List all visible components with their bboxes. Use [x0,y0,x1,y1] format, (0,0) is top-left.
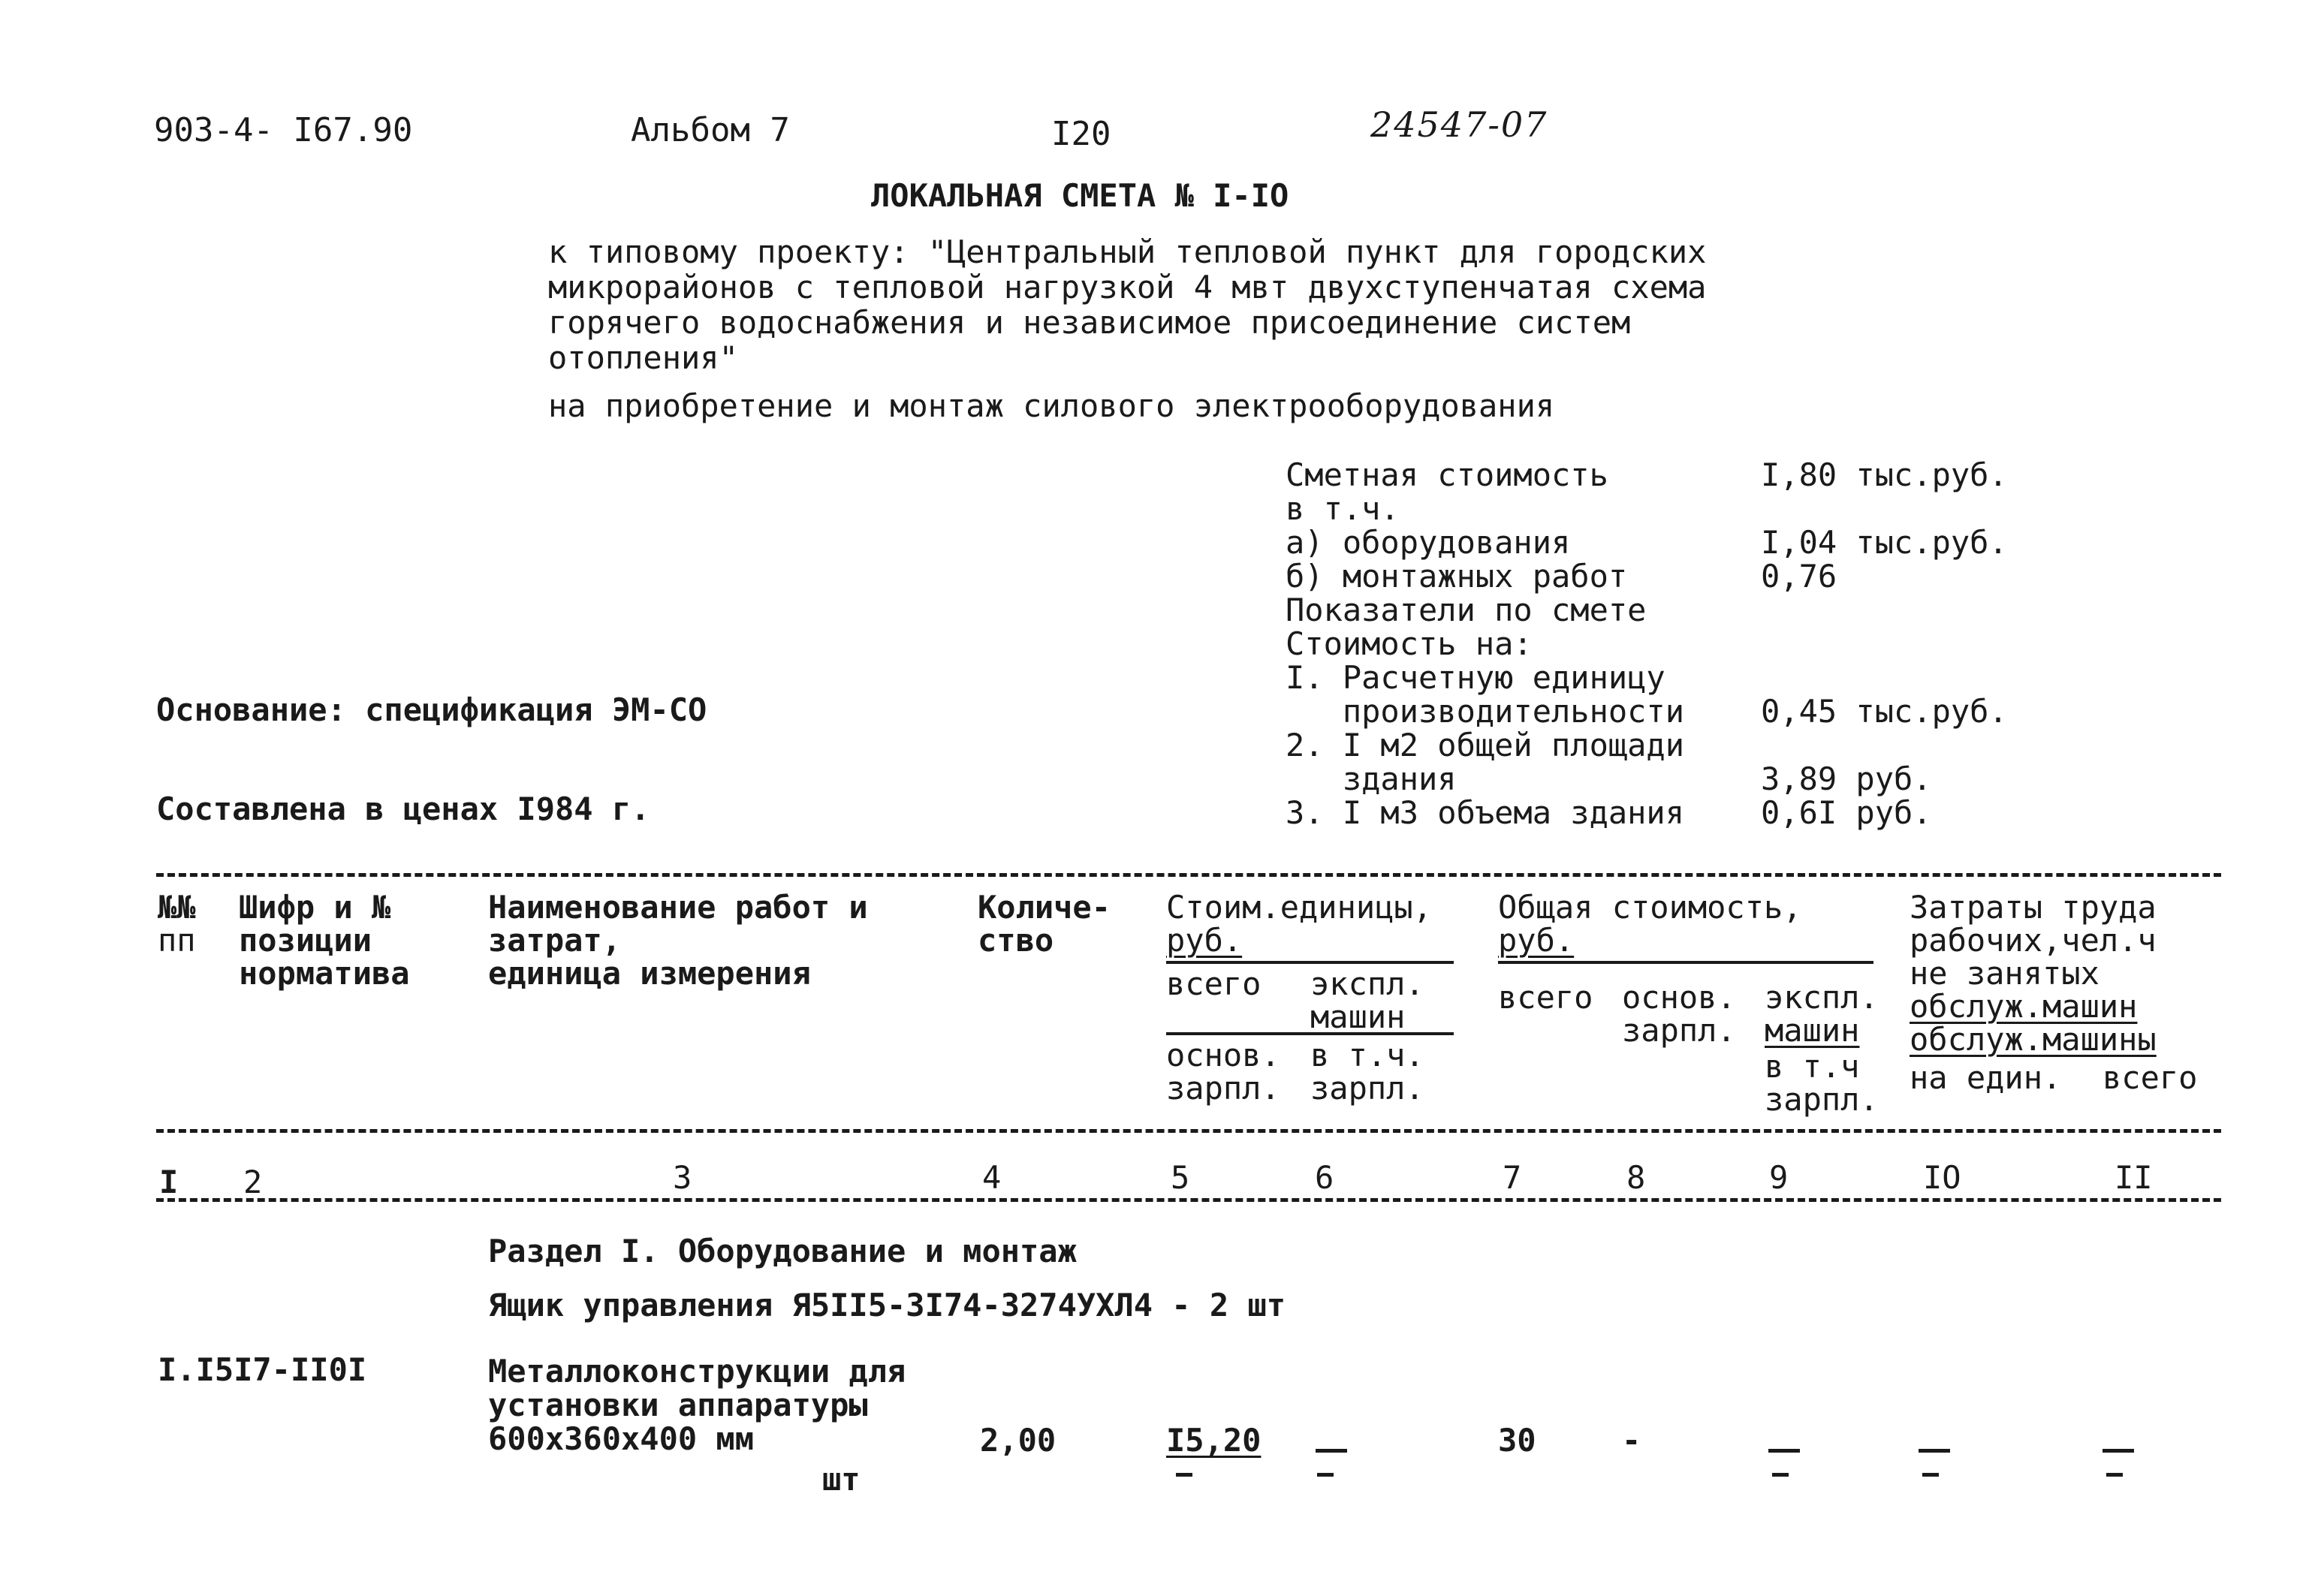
row-name-line: Металлоконструкции для [488,1353,906,1390]
column-number: 8 [1622,1162,1650,1194]
col-name-header: затрат, [488,922,622,959]
labor-total-header: всего [2103,1059,2198,1096]
unit-split-rule [1166,1032,1454,1035]
summary-value: 0,45 тыс.руб. [1761,693,2008,730]
empty-cell-mark [2103,1449,2134,1453]
page-number: I20 [1051,115,1111,153]
col-name-header: единица измерения [488,955,811,992]
col-code-header: Шифр и № [239,889,391,926]
empty-cell-mark [1922,1473,1939,1477]
empty-cell-mark [1768,1449,1800,1453]
total-machines-header: машин [1765,1012,1860,1049]
summary-label: производительности [1286,693,1685,730]
total-cost-title: Общая стоимость, [1498,889,1802,926]
summary-value: I,80 тыс.руб. [1761,456,2008,493]
table-top-rule [156,873,2221,877]
column-number-rule [156,1198,2221,1202]
handwritten-stamp-number: 24547-07 [1370,104,1548,145]
row-total-salary: - [1622,1422,1641,1459]
unit-cost-currency: руб. [1166,922,1243,959]
summary-label: Показатели по смете [1286,592,1647,628]
header-bottom-rule [156,1129,2221,1133]
total-total-header: всего [1498,979,1593,1016]
row-unit: шт [822,1461,861,1498]
summary-label: 3. I м3 объема здания [1286,794,1685,831]
column-number: 4 [978,1162,1005,1194]
empty-cell-mark [2106,1473,2123,1477]
summary-value: 3,89 руб. [1761,760,1932,797]
column-number: 3 [668,1162,696,1194]
col-code-header: позиции [239,922,372,959]
empty-cell-mark [1317,1473,1334,1477]
unit-incl-salary-header: в т.ч. [1310,1037,1424,1074]
col-quantity-header: ство [978,922,1054,959]
total-salary-header: зарпл. [1622,1012,1736,1049]
row-quantity: 2,00 [980,1422,1057,1459]
labor-per-unit-header: на един. [1910,1059,2062,1096]
col-name-header: Наименование работ и [488,889,868,926]
summary-value: 0,6I руб. [1761,794,1932,831]
total-machines-header: экспл. [1765,979,1879,1016]
total-incl-salary-header: в т.ч [1765,1048,1860,1085]
summary-label: Стоимость на: [1286,625,1533,662]
column-number: 9 [1765,1162,1792,1194]
row-code: I.I5I7-II0I [158,1351,367,1388]
project-line: отопления" [548,339,738,376]
project-line: микрорайонов с тепловой нагрузкой 4 мвт двухступенчатая схема [548,269,1707,306]
row-total: 30 [1498,1422,1536,1459]
labor-header: не занятых [1910,955,2100,992]
summary-label: в т.ч. [1286,490,1400,527]
summary-label: 2. I м2 общей площади [1286,727,1685,763]
section-title: Раздел I. Оборудование и монтаж [488,1233,1077,1269]
purpose-line: на приобретение и монтаж силового электрооборудования [548,387,1555,424]
column-number: I [159,1167,182,1198]
labor-header: рабочих,чел.ч [1910,922,2157,959]
column-number: II [2110,1162,2157,1194]
summary-value: I,04 тыс.руб. [1761,524,2008,561]
project-line: к типовому проекту: "Центральный тепловой пункт для городских [548,233,1707,270]
unit-salary-header: основ. [1166,1037,1280,1074]
empty-cell-mark [1176,1473,1192,1477]
total-cost-currency: руб. [1498,922,1575,959]
unit-machines-header: машин [1310,998,1406,1035]
empty-cell-mark [1772,1473,1789,1477]
document-code: 903-4- I67.90 [154,111,413,149]
column-number: 5 [1166,1162,1194,1194]
row-unit-cost: I5,20 [1166,1422,1262,1459]
labor-service-header: обслуж.машины [1910,1021,2157,1058]
col-quantity-header: Количе- [978,889,1111,926]
unit-machines-header: экспл. [1310,965,1424,1002]
column-number: IO [1919,1162,1966,1194]
row-name-line: 600х360х400 мм [488,1420,755,1457]
column-number: 7 [1498,1162,1526,1194]
total-salary-header: основ. [1622,979,1736,1016]
total-cost-rule [1498,961,1873,964]
col-number-header: №№ [158,889,196,926]
unit-cost-title: Стоим.единицы, [1166,889,1433,926]
unit-cost-rule [1166,961,1454,964]
empty-cell-mark [1316,1449,1347,1453]
empty-cell-mark [1919,1449,1950,1453]
summary-label: I. Расчетную единицу [1286,659,1665,696]
column-number: 6 [1310,1162,1338,1194]
album-label: Альбом 7 [631,111,790,149]
document-title: ЛОКАЛЬНАЯ СМЕТА № I-IO [871,177,1289,214]
total-incl-salary-header: зарпл. [1765,1081,1879,1118]
summary-label: здания [1286,760,1457,797]
project-line: горячего водоснабжения и независимое присоединение систем [548,304,1631,341]
section-subtitle: Ящик управления Я5II5-3I74-3274УХЛ4 - 2 шт [488,1287,1286,1323]
column-number: 2 [239,1167,267,1198]
summary-label: а) оборудования [1286,524,1571,561]
summary-label: Сметная стоимость [1286,456,1608,493]
labor-header: Затраты труда [1910,889,2157,926]
col-number-header: пп [158,922,196,959]
unit-total-header: всего [1166,965,1262,1002]
prices-year-line: Составлена в ценах I984 г. [156,790,650,827]
labor-service-header: обслуж.машин [1910,988,2138,1025]
summary-value: 0,76 [1761,558,1837,595]
unit-salary-header: зарпл. [1166,1070,1280,1107]
unit-incl-salary-header: зарпл. [1310,1070,1424,1107]
row-name-line: установки аппаратуры [488,1387,868,1423]
basis-line: Основание: спецификация ЭМ-СО [156,691,707,728]
summary-label: б) монтажных работ [1286,558,1628,595]
col-code-header: норматива [239,955,410,992]
